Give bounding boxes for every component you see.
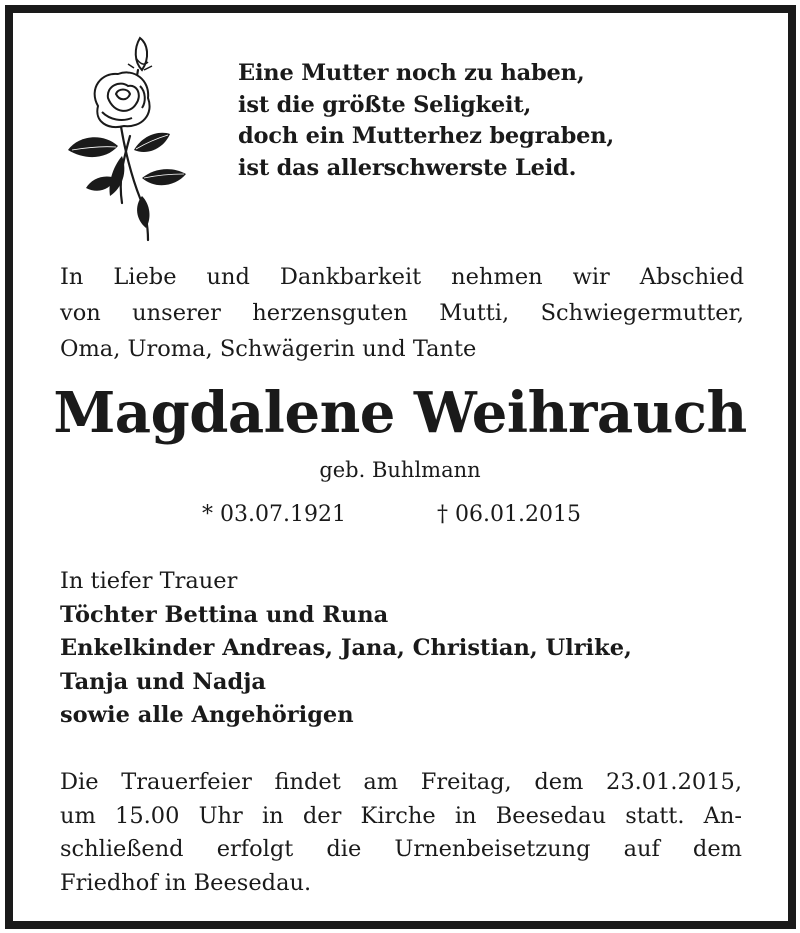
mourner-line: Töchter Bettina und Runa xyxy=(60,601,389,628)
maiden-name: geb. Buhlmann xyxy=(319,458,481,482)
mourner-line: Enkelkinder Andreas, Jana, Christian, Ulrike, xyxy=(60,635,632,661)
funeral-notice xyxy=(60,766,742,900)
notice-line: um 15.00 Uhr in der Kirche in Beesedau statt. An- xyxy=(60,802,742,829)
notice-line: schließend erfolgt die Urnenbeisetzung auf dem xyxy=(60,836,742,862)
mourners-list xyxy=(60,565,632,733)
notice-line: Die Trauerfeier findet am Freitag, dem 23.01.2015, xyxy=(60,769,742,795)
death-date: † 06.01.2015 xyxy=(437,502,581,527)
poem-line: doch ein Mutterhez begraben, xyxy=(238,123,615,149)
poem-line: ist das allerschwerste Leid. xyxy=(238,154,577,181)
farewell-intro xyxy=(60,259,744,367)
poem-line: Eine Mutter noch zu haben, xyxy=(238,60,585,86)
deceased-name: Magdalene Weihrauch xyxy=(53,380,747,446)
rose-icon xyxy=(58,28,198,243)
birth-date: * 03.07.1921 xyxy=(202,502,346,527)
notice-line: Friedhof in Beesedau. xyxy=(60,869,312,896)
intro-line: von unserer herzensguten Mutti, Schwiegermutter, xyxy=(60,300,744,326)
mourners-intro: In tiefer Trauer xyxy=(60,568,238,594)
intro-line: In Liebe und Dankbarkeit nehmen wir Abschied xyxy=(60,264,744,290)
mourner-line: Tanja und Nadja xyxy=(60,668,266,695)
memorial-poem xyxy=(238,58,614,184)
mourner-line: sowie alle Angehörigen xyxy=(60,702,354,728)
intro-line: Oma, Uroma, Schwägerin und Tante xyxy=(60,336,477,362)
poem-line: ist die größte Seligkeit, xyxy=(238,91,532,118)
